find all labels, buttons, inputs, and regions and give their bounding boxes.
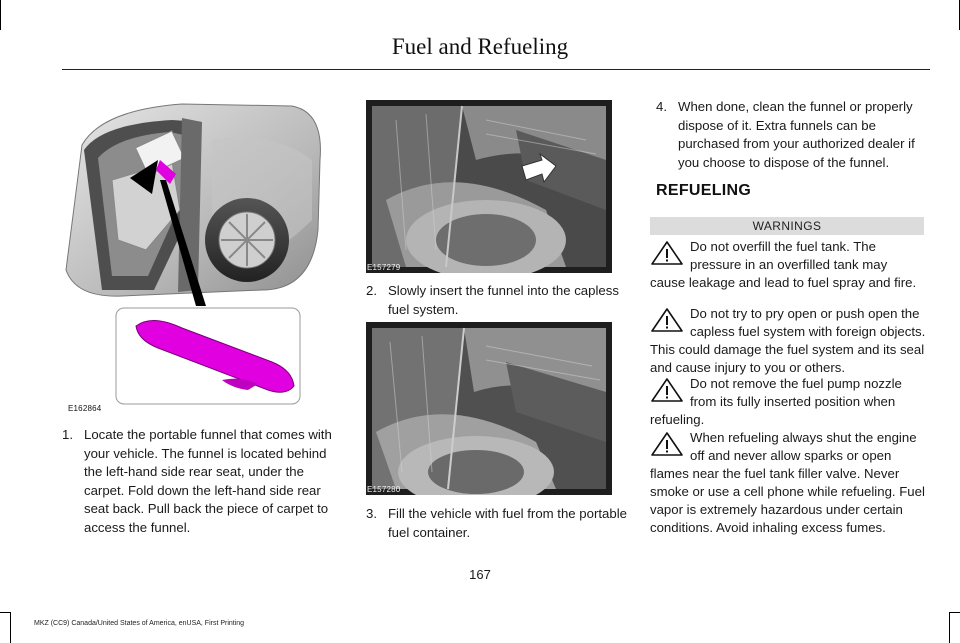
figure-code: E162864 xyxy=(68,404,102,413)
warning-text: Do not overfill the fuel tank. The pressure in an overfilled tank may cause leakage and lead to fuel spray and fire. xyxy=(650,239,917,290)
figure-insert-funnel xyxy=(366,100,612,273)
step-number: 1. xyxy=(62,427,73,442)
header-divider xyxy=(62,69,930,70)
fuel-container-illustration xyxy=(366,322,612,495)
step-2 xyxy=(366,282,632,319)
crop-mark xyxy=(950,612,960,613)
warning-text: When refueling always shut the engine off and never allow sparks or open flames near the fuel tank filler valve. Never smoke or use a cell phone while refueling. Fuel vapor is extremely hazardous under certain conditions. Avoid inhaling excess fumes. xyxy=(650,430,925,535)
warning-item xyxy=(650,305,926,377)
page-number: 167 xyxy=(469,567,491,582)
step-number: 3. xyxy=(366,506,377,521)
figure-fill-vehicle xyxy=(366,322,612,495)
crop-mark xyxy=(0,612,10,613)
figure-code: E157279 xyxy=(367,263,401,272)
warning-triangle-icon xyxy=(650,377,684,403)
step-4 xyxy=(656,98,928,172)
warning-item xyxy=(650,238,926,292)
warnings-heading: WARNINGS xyxy=(650,217,924,235)
warning-triangle-icon xyxy=(650,431,684,457)
warning-text: Do not try to pry open or push open the capless fuel system with foreign objects. This could damage the fuel system and its seal and cause injury to you or others. xyxy=(650,306,926,375)
warning-triangle-icon xyxy=(650,307,684,333)
warning-item xyxy=(650,375,926,429)
warning-triangle-icon xyxy=(650,240,684,266)
step-text: Slowly insert the funnel into the capless fuel system. xyxy=(388,283,619,317)
funnel-insertion-illustration xyxy=(366,100,612,273)
crop-mark xyxy=(0,0,1,30)
car-rear-door-illustration xyxy=(62,100,338,418)
footer-imprint: MKZ (CC9) Canada/United States of America, enUSA, First Printing xyxy=(34,620,245,627)
figure-code: E157280 xyxy=(367,485,401,494)
page-header-title: Fuel and Refueling xyxy=(391,34,569,59)
warning-item xyxy=(650,429,926,537)
step-number: 4. xyxy=(656,99,667,114)
step-text: Locate the portable funnel that comes with your vehicle. The funnel is located behind the left-hand side rear seat, under the carpet. Fold down the left-hand side rear seat back. Pull back the piece of carpet to access the funnel. xyxy=(84,427,332,535)
step-number: 2. xyxy=(366,283,377,298)
figure-funnel-location xyxy=(62,100,338,418)
section-title: REFUELING xyxy=(656,182,752,199)
crop-mark xyxy=(10,612,11,643)
step-3 xyxy=(366,505,632,542)
step-1 xyxy=(62,426,338,538)
step-text: When done, clean the funnel or properly dispose of it. Extra funnels can be purchased from your authorized dealer if you choose to dispose of the funnel. xyxy=(678,99,915,170)
step-text: Fill the vehicle with fuel from the portable fuel container. xyxy=(388,506,627,540)
warning-text: Do not remove the fuel pump nozzle from its fully inserted position when refueling. xyxy=(650,376,902,427)
crop-mark xyxy=(949,612,950,643)
